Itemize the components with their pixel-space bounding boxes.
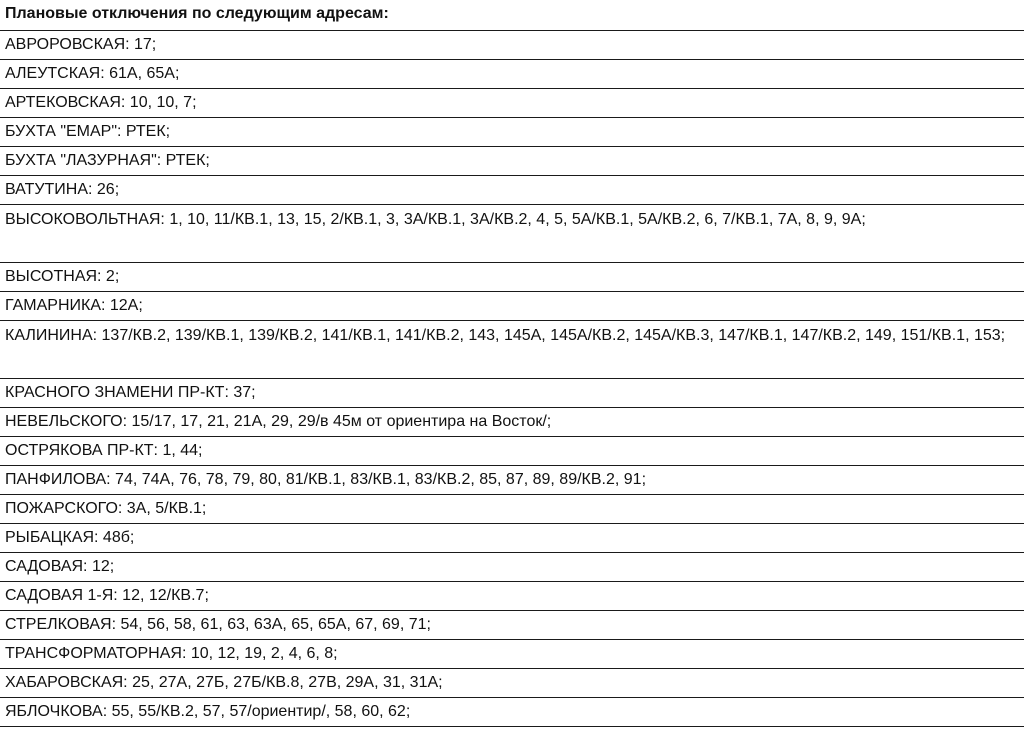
- address-row: РЫБАЦКАЯ: 48б;: [0, 524, 1024, 553]
- address-row: АВРОРОВСКАЯ: 17;: [0, 31, 1024, 60]
- address-row: ПОЖАРСКОГО: 3А, 5/КВ.1;: [0, 495, 1024, 524]
- address-row: ВЫСОТНАЯ: 2;: [0, 263, 1024, 292]
- table-title: Плановые отключения по следующим адресам:: [0, 0, 1024, 31]
- address-row: ХАБАРОВСКАЯ: 25, 27А, 27Б, 27Б/КВ.8, 27В, 29А, 31, 31А;: [0, 669, 1024, 698]
- address-row: ОСТРЯКОВА ПР-КТ: 1, 44;: [0, 437, 1024, 466]
- address-row: ПАНФИЛОВА: 74, 74А, 76, 78, 79, 80, 81/КВ.1, 83/КВ.1, 83/КВ.2, 85, 87, 89, 89/КВ.2, 91;: [0, 466, 1024, 495]
- address-row: САДОВАЯ: 12;: [0, 553, 1024, 582]
- address-row: ТРАНСФОРМАТОРНАЯ: 10, 12, 19, 2, 4, 6, 8;: [0, 640, 1024, 669]
- address-row: ВЫСОКОВОЛЬТНАЯ: 1, 10, 11/КВ.1, 13, 15, 2/КВ.1, 3, 3А/КВ.1, 3А/КВ.2, 4, 5, 5А/КВ.1, 5А/КВ.2, 6, 7/КВ.1, 7А, 8, 9, 9А;: [0, 205, 1024, 263]
- address-row: ЯБЛОЧКОВА: 55, 55/КВ.2, 57, 57/ориентир/, 58, 60, 62;: [0, 698, 1024, 727]
- address-row: КРАСНОГО ЗНАМЕНИ ПР-КТ: 37;: [0, 379, 1024, 408]
- address-row: БУХТА "ЛАЗУРНАЯ": РТЕК;: [0, 147, 1024, 176]
- address-row: САДОВАЯ 1-Я: 12, 12/КВ.7;: [0, 582, 1024, 611]
- address-row: ВАТУТИНА: 26;: [0, 176, 1024, 205]
- address-row: КАЛИНИНА: 137/КВ.2, 139/КВ.1, 139/КВ.2, 141/КВ.1, 141/КВ.2, 143, 145А, 145А/КВ.2, 145А/КВ.3, 147/КВ.1, 147/КВ.2, 149, 151/КВ.1, 153;: [0, 321, 1024, 379]
- address-row: ГАМАРНИКА: 12А;: [0, 292, 1024, 321]
- address-row: БУХТА "ЕМАР": РТЕК;: [0, 118, 1024, 147]
- address-row: АЛЕУТСКАЯ: 61А, 65А;: [0, 60, 1024, 89]
- address-row: АРТЕКОВСКАЯ: 10, 10, 7;: [0, 89, 1024, 118]
- address-row: СТРЕЛКОВАЯ: 54, 56, 58, 61, 63, 63А, 65, 65А, 67, 69, 71;: [0, 611, 1024, 640]
- address-row: НЕВЕЛЬСКОГО: 15/17, 17, 21, 21А, 29, 29/в 45м от ориентира на Восток/;: [0, 408, 1024, 437]
